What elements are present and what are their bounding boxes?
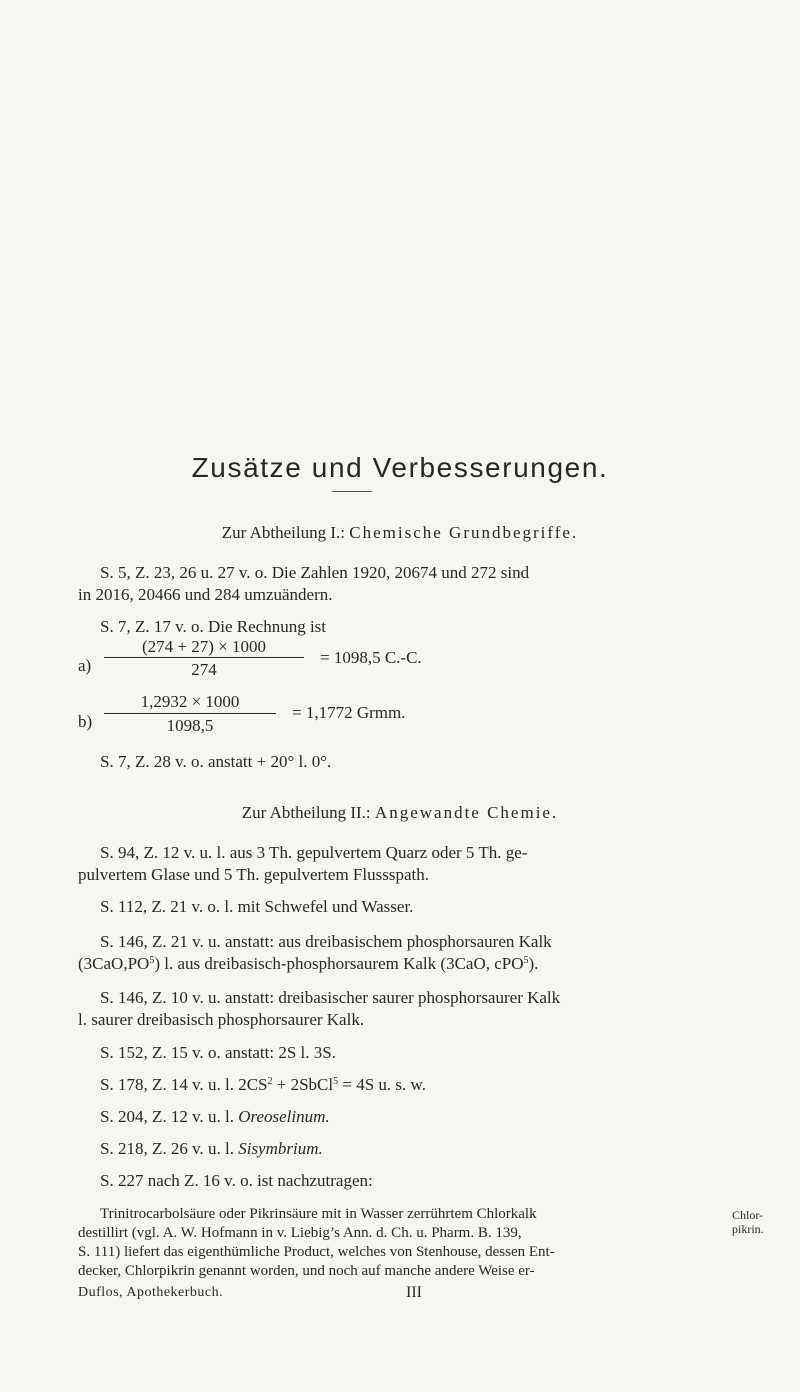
note-line-4: decker, Chlorpikrin genannt worden, und noch auf manche andere Weise er- <box>78 1263 535 1279</box>
section-2-name: Angewandte Chemie. <box>374 803 559 822</box>
footer-signature: III <box>406 1284 422 1301</box>
entry-10-term: Oreoselinum. <box>238 1107 330 1126</box>
formula-a-numerator: (274 + 27) × 1000 <box>142 637 266 656</box>
formula-b-fraction-bar <box>104 713 276 714</box>
entry-7-line-2: l. saurer dreibasisch phosphorsaurer Kalk. <box>78 1010 365 1029</box>
note-line-1: Trinitrocarbolsäure oder Pikrinsäure mit in Wasser zerrührtem Chlorkalk <box>100 1206 537 1222</box>
formula-a-result: = 1098,5 C.-C. <box>320 648 422 667</box>
entry-6-line-2: $(3CaO,PO^5)$ l. aus dreibasisch-phosphorsaurem Kalk (3CaO, cPO$^5$). <box>78 954 539 973</box>
margin-note-line-2: pikrin. <box>732 1222 764 1236</box>
entry-7-line-1: S. 146, Z. 10 v. u. anstatt: dreibasischer saurer phosphorsaurer Kalk <box>100 988 561 1007</box>
section-1-name: Chemische Grundbegriffe. <box>349 523 579 542</box>
entry-12: S. 227 nach Z. 16 v. o. ist nachzutragen: <box>100 1171 373 1190</box>
formula-b-result: = 1,1772 Grmm. <box>292 703 406 722</box>
formula-a-denominator: 274 <box>191 660 217 679</box>
note-line-2: destillirt (vgl. A. W. Hofmann in v. Liebig’s Ann. d. Ch. u. Pharm. B. 139, <box>78 1225 522 1241</box>
entry-1-line-2: in 2016, 20466 und 284 umzuändern. <box>78 585 333 604</box>
entry-11-term: Sisymbrium. <box>238 1139 323 1158</box>
page-title: Zusätze und Verbesserungen. <box>191 452 609 483</box>
entry-4-line-1: S. 94, Z. 12 v. u. l. aus 3 Th. gepulvertem Quarz oder 5 Th. ge- <box>100 843 528 862</box>
entry-4-line-2: pulvertem Glase und 5 Th. gepulvertem Flussspath. <box>78 865 429 884</box>
formula-b-denominator: 1098,5 <box>166 716 214 735</box>
footer-book-title: Duflos, Apothekerbuch. <box>78 1285 224 1300</box>
entry-10: S. 204, Z. 12 v. u. l. Oreoselinum. <box>100 1107 330 1126</box>
section-heading-2 <box>0 803 800 823</box>
note-line-3: S. 111) liefert das eigenthümliche Product, welches von Stenhouse, dessen Ent- <box>78 1244 555 1260</box>
formula-a-fraction-bar <box>104 657 304 658</box>
entry-8: S. 152, Z. 15 v. o. anstatt: 2S l. 3S. <box>100 1043 336 1062</box>
formula-b-numerator: 1,2932 × 1000 <box>140 692 240 711</box>
title-divider <box>332 491 372 492</box>
entry-1-line-1: S. 5, Z. 23, 26 u. 27 v. o. Die Zahlen 1920, 20674 und 272 sind <box>100 563 530 582</box>
formula-b-label: b) <box>78 712 93 731</box>
entry-2-line: S. 7, Z. 17 v. o. Die Rechnung ist <box>100 617 327 636</box>
formula-a-label: a) <box>78 656 92 675</box>
entry-11: S. 218, Z. 26 v. u. l. Sisymbrium. <box>100 1139 323 1158</box>
entry-5: S. 112, Z. 21 v. o. l. mit Schwefel und Wasser. <box>100 897 414 916</box>
entry-3: S. 7, Z. 28 v. o. anstatt + 20° l. 0°. <box>100 752 332 771</box>
section-heading-1 <box>0 523 800 543</box>
section-1-prefix: Zur Abtheilung I.: <box>221 523 345 542</box>
margin-note-line-1: Chlor- <box>732 1208 764 1222</box>
entry-6-line-1: S. 146, Z. 21 v. u. anstatt: aus dreibasischem phosphorsauren Kalk <box>100 932 552 951</box>
section-2-prefix: Zur Abtheilung II.: <box>241 803 371 822</box>
entry-9: S. 178, Z. 14 v. u. l. $2CS^2$ + 2SbCl$^5$ = 4S u. s. w. <box>100 1075 426 1094</box>
